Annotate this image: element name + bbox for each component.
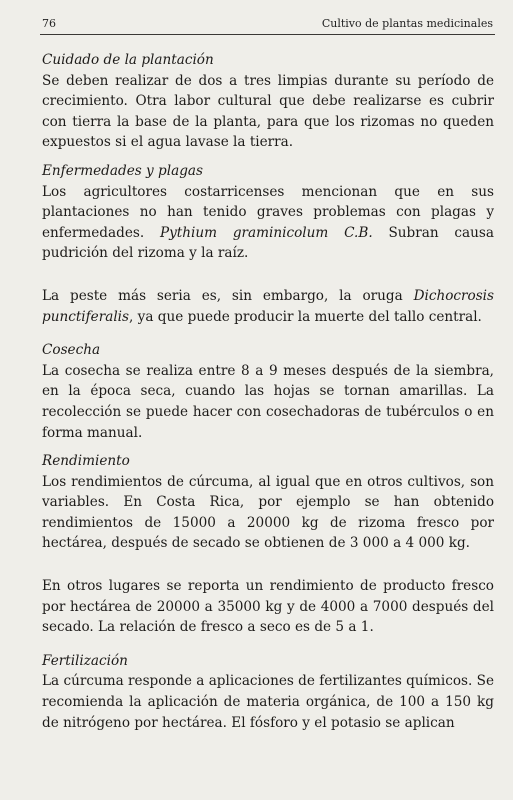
paragraph-enfermedades-1 [42,182,494,264]
spacer [42,327,494,340]
paragraph-cosecha: La cosecha se realiza entre 8 a 9 meses después de la siembra, en la época seca, cuando las hojas se tornan amarillas. La recolección se puede hacer con cosechadoras de tubérculos o en forma manual. [42,362,494,441]
text-run: Los agricultores costarricenses mencionan que en sus plantaciones no han tenido graves problemas con plagas y enfermedades. [42,183,494,241]
text-run: La peste más seria es, sin embargo, la oruga [42,287,414,304]
spacer [42,264,494,286]
header-rule [40,34,495,35]
heading-cosecha: Cosecha [42,342,101,359]
heading-fertilizacion: Fertilización [42,652,128,669]
page-number: 76 [42,17,56,30]
text-run: , ya que puede producir la muerte del tallo central. [129,308,482,325]
paragraph-rendimiento-1: Los rendimientos de cúrcuma, al igual que en otros cultivos, son variables. En Costa Rica, por ejemplo se han obtenido rendimientos de 15000 a 20000 kg de rizoma fresco por hectárea, después de secado se obtienen de 3 000 a 4 000 kg. [42,473,494,552]
paragraph-rendimiento-2: En otros lugares se reporta un rendimiento de producto fresco por hectárea de 20000 a 35000 kg y de 4000 a 7000 después del secado. La relación de fresco a seco es de 5 a 1. [42,578,494,636]
page-body [42,50,494,733]
species-name: Pythium graminicolum C.B. [159,224,373,241]
paragraph-enfermedades-2 [42,286,494,327]
heading-enfermedades: Enfermedades y plagas [42,162,203,179]
heading-rendimiento: Rendimiento [42,453,130,470]
running-title: Cultivo de plantas medicinales [321,17,493,30]
running-header [42,17,493,35]
spacer [42,554,494,576]
species-name: Dichocrosis punctiferalis [42,287,494,325]
spacer [42,443,494,451]
spacer [42,153,494,161]
text-run: Subran causa pudrición del rizoma y la raíz. [42,224,494,262]
heading-cuidado: Cuidado de la plantación [42,52,214,68]
paragraph-fertilizacion: La cúrcuma responde a aplicaciones de fertilizantes químicos. Se recomienda la aplicación de materia orgánica, de 100 a 150 kg de nitrógeno por hectárea. El fósforo y el potasio se aplican [42,673,494,731]
paragraph-cuidado: Se deben realizar de dos a tres limpias durante su período de crecimiento. Otra labor cultural que debe realizarse es cubrir con tierra la base de la planta, para que los rizomas no queden expuestos si el agua lavase la tierra. [42,72,494,151]
spacer [42,638,494,651]
